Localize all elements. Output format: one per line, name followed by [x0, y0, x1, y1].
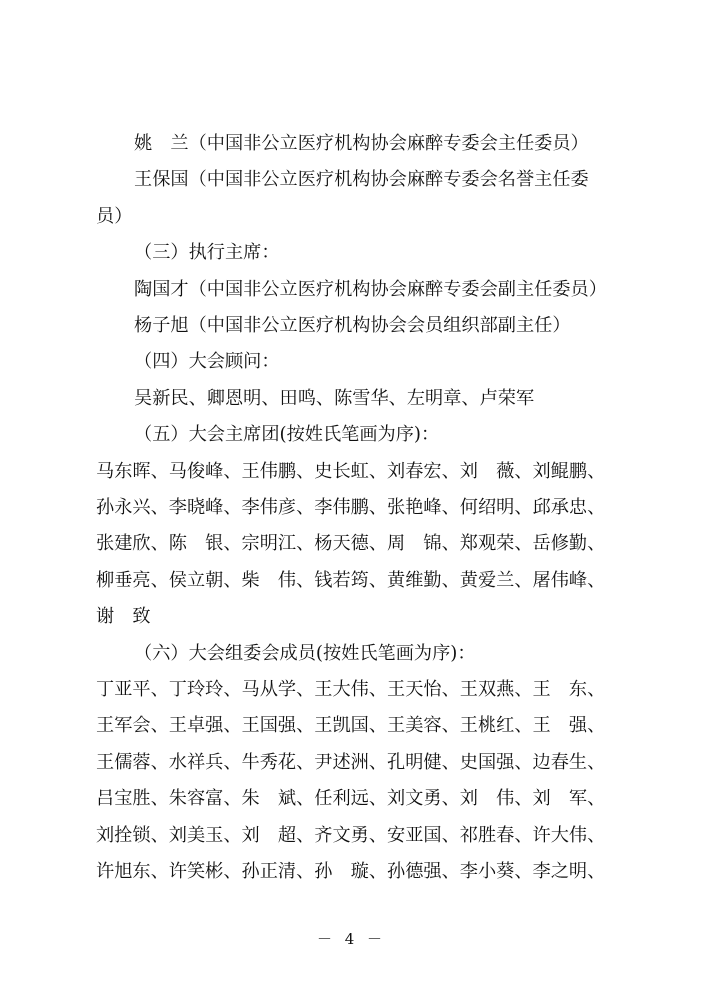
text-line: 姚 兰（中国非公立医疗机构协会麻醉专委会主任委员） — [134, 133, 589, 154]
text-line: （四）大会顾问： — [134, 351, 280, 373]
text-line: 陶国才（中国非公立医疗机构协会麻醉专委会副主任委员） — [134, 278, 607, 300]
text-line: 吴新民、卿恩明、田鸣、陈雪华、左明章、卢荣军 — [134, 387, 535, 409]
text-line: 张建欣、陈 银、宗明江、杨天德、周 锦、郑观荣、岳修勤、 — [96, 533, 606, 555]
text-line: 王军会、王卓强、王国强、王凯国、王美容、王桃红、王 强、 — [96, 715, 606, 737]
page-number: － 4 － — [316, 930, 387, 948]
text-line: 杨子旭（中国非公立医疗机构协会会员组织部副主任） — [134, 315, 571, 336]
text-line: 刘拴锁、刘美玉、刘 超、齐文勇、安亚国、祁胜春、许大伟、 — [96, 824, 606, 846]
text-line: 王保国（中国非公立医疗机构协会麻醉专委会名誉主任委 — [134, 169, 589, 191]
text-line: 员） — [96, 205, 133, 227]
text-line: 王儒蓉、水祥兵、牛秀花、尹述洲、孔明健、史国强、边春生、 — [96, 751, 606, 773]
text-line: 孙永兴、李晓峰、李伟彦、李伟鹏、张艳峰、何绍明、邱承忠、 — [96, 497, 606, 518]
text-line: 柳垂亮、侯立朝、柴 伟、钱若筠、黄维勤、黄爱兰、屠伟峰、 — [96, 569, 606, 591]
text-line: （三）执行主席： — [134, 242, 280, 264]
text-line: （五）大会主席团(按姓氏笔画为序)： — [134, 424, 440, 446]
text-line: 吕宝胜、朱容富、朱 斌、任利远、刘文勇、刘 伟、刘 军、 — [96, 788, 606, 810]
text-line: （六）大会组委会成员(按姓氏笔画为序)： — [134, 642, 476, 664]
text-line: 谢 致 — [96, 606, 151, 628]
text-line: 许旭东、许笑彬、孙正清、孙 璇、孙德强、李小葵、李之明、 — [96, 861, 606, 882]
text-line: 丁亚平、丁玲玲、马从学、王大伟、王天怡、王双燕、王 东、 — [96, 679, 606, 700]
text-line: 马东晖、马俊峰、王伟鹏、史长虹、刘春宏、刘 薇、刘鲲鹏、 — [96, 460, 606, 482]
